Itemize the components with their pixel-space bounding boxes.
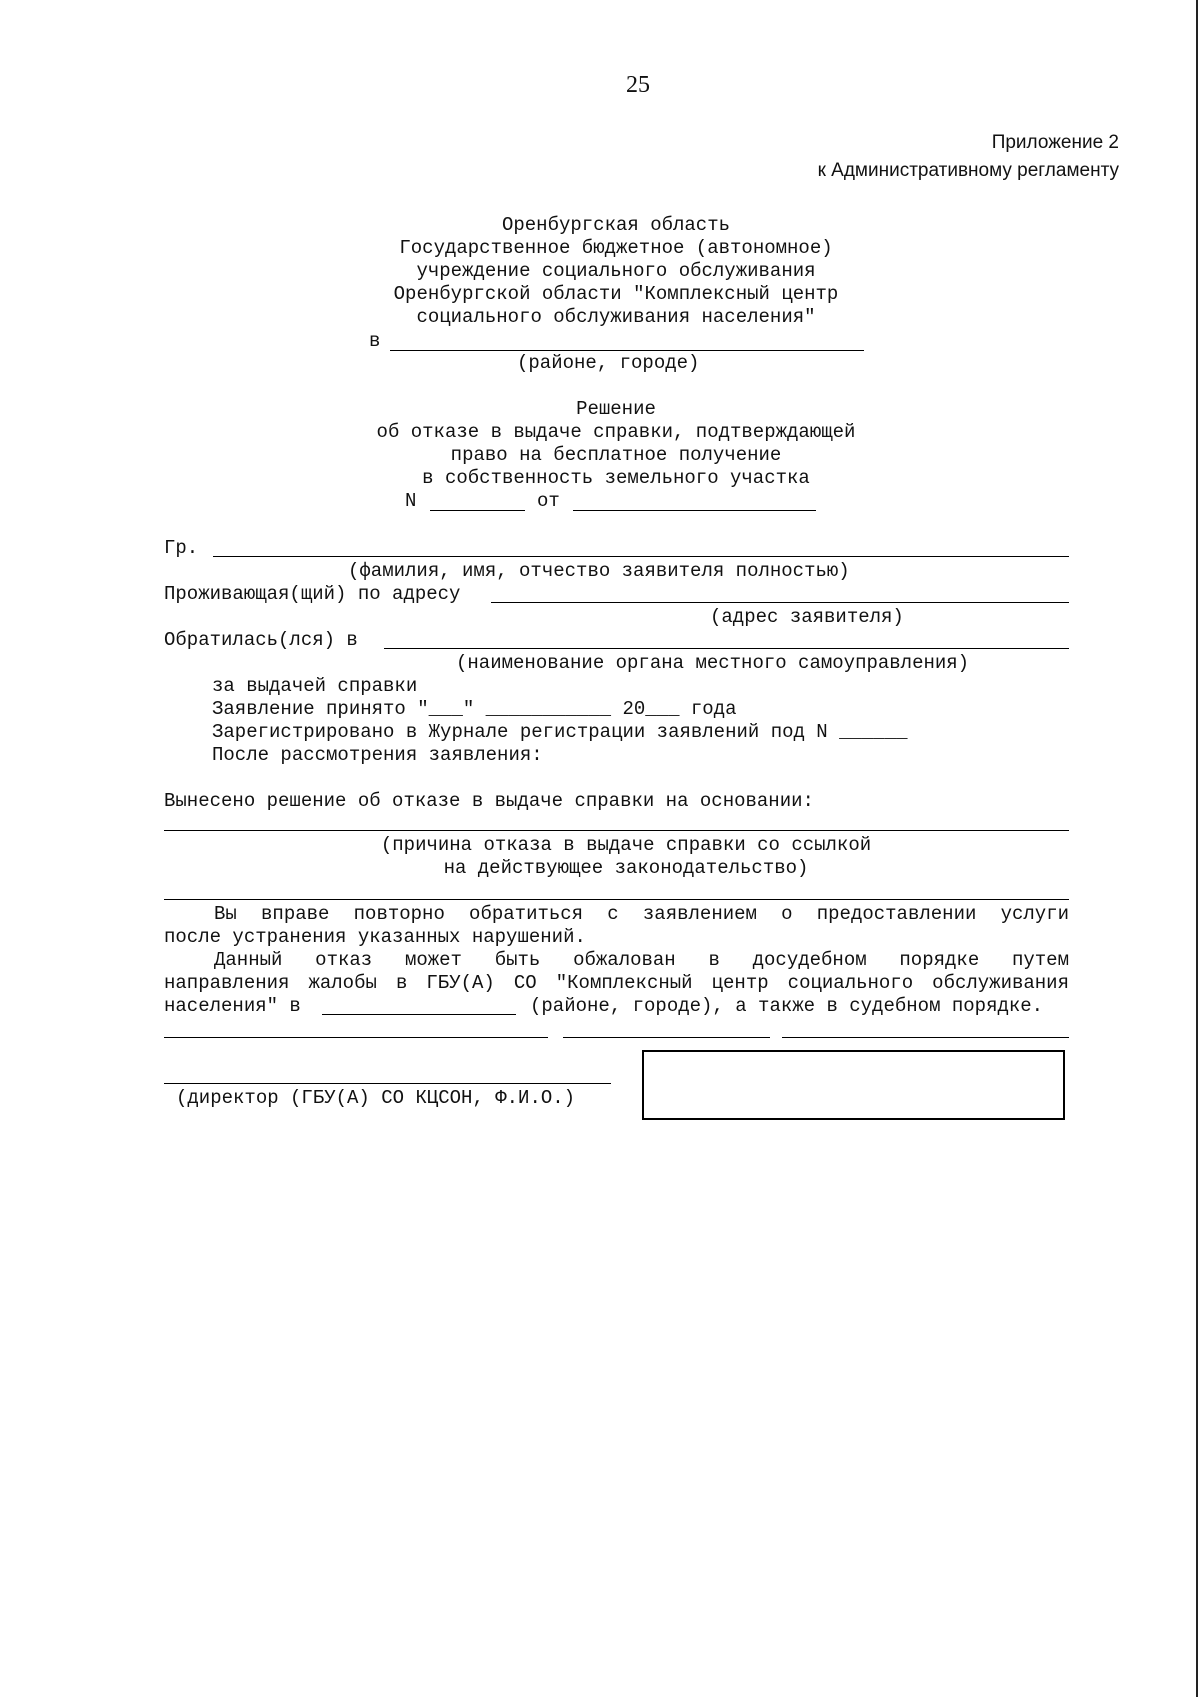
applied-hint: (наименование органа местного самоуправления) — [456, 652, 970, 674]
address-hint: (адрес заявителя) — [710, 606, 904, 628]
notice-p2-line1: Данный отказ может быть обжалован в досудебном порядке путем — [214, 949, 1069, 971]
decision-subtitle-1: об отказе в выдаче справки, подтверждающей — [376, 421, 856, 443]
number-field[interactable] — [430, 510, 525, 511]
decision-title: Решение — [576, 398, 656, 420]
after-review-text: После рассмотрения заявления: — [212, 744, 543, 766]
notice-p2-line3-b: (районе, городе), а также в судебном порядке. — [530, 995, 1044, 1017]
stamp-box — [642, 1050, 1065, 1120]
header-institution-4: социального обслуживания населения" — [416, 306, 816, 328]
notice-p1-line2: после устранения указанных нарушений. — [164, 926, 586, 948]
director-signature-field[interactable] — [164, 1083, 611, 1084]
appendix-line-1: Приложение 2 — [991, 132, 1119, 153]
citizen-hint: (фамилия, имя, отчество заявителя полностью) — [348, 560, 850, 582]
address-label: Проживающая(щий) по адресу — [164, 583, 461, 605]
page-number: 25 — [626, 72, 650, 98]
signature-line-2[interactable] — [563, 1037, 770, 1038]
notice-p1-line1: Вы вправе повторно обратиться с заявлением о предоставлении услуги — [214, 903, 1069, 925]
reason-hint-1: (причина отказа в выдаче справки со ссылкой — [380, 834, 872, 856]
header-institution-3: Оренбургской области "Комплексный центр — [393, 283, 839, 305]
district-field[interactable] — [390, 350, 864, 351]
citizen-label: Гр. — [164, 537, 199, 559]
header-region: Оренбургская область — [501, 214, 731, 236]
date-field[interactable] — [573, 510, 816, 511]
applied-field[interactable] — [384, 648, 1069, 649]
address-field[interactable] — [491, 602, 1069, 603]
decision-subtitle-3: в собственность земельного участка — [422, 467, 810, 489]
applied-label: Обратилась(лся) в — [164, 629, 358, 651]
district-prefix: в — [369, 330, 381, 352]
for-issue-text: за выдачей справки — [212, 675, 418, 697]
reason-field-2[interactable] — [164, 899, 1069, 900]
signature-line-3[interactable] — [782, 1037, 1069, 1038]
registered-line: Зарегистрировано в Журнале регистрации заявлений под N ______ — [212, 721, 908, 743]
signature-line-1[interactable] — [164, 1037, 548, 1038]
citizen-field[interactable] — [213, 556, 1069, 557]
district-hint: (районе, городе) — [517, 352, 700, 374]
notice-p2-line3-a: населения" в — [164, 995, 301, 1017]
appendix-line-2: к Административному регламенту — [817, 160, 1119, 181]
date-label: от — [537, 490, 560, 512]
director-hint: (директор (ГБУ(А) СО КЦСОН, Ф.И.О.) — [176, 1087, 576, 1109]
decision-basis-text: Вынесено решение об отказе в выдаче справки на основании: — [164, 790, 814, 812]
accepted-line: Заявление принято "___" ___________ 20___ года — [212, 698, 737, 720]
reason-hint-2: на действующее законодательство) — [443, 857, 809, 879]
decision-subtitle-2: право на бесплатное получение — [450, 444, 782, 466]
header-institution-2: учреждение социального обслуживания — [416, 260, 816, 282]
notice-district-field[interactable] — [322, 1014, 516, 1015]
reason-field[interactable] — [164, 830, 1069, 831]
notice-p2-line2: направления жалобы в ГБУ(А) СО "Комплексный центр социального обслуживания — [164, 972, 1069, 994]
header-institution-1: Государственное бюджетное (автономное) — [399, 237, 833, 259]
number-label: N — [405, 490, 417, 512]
